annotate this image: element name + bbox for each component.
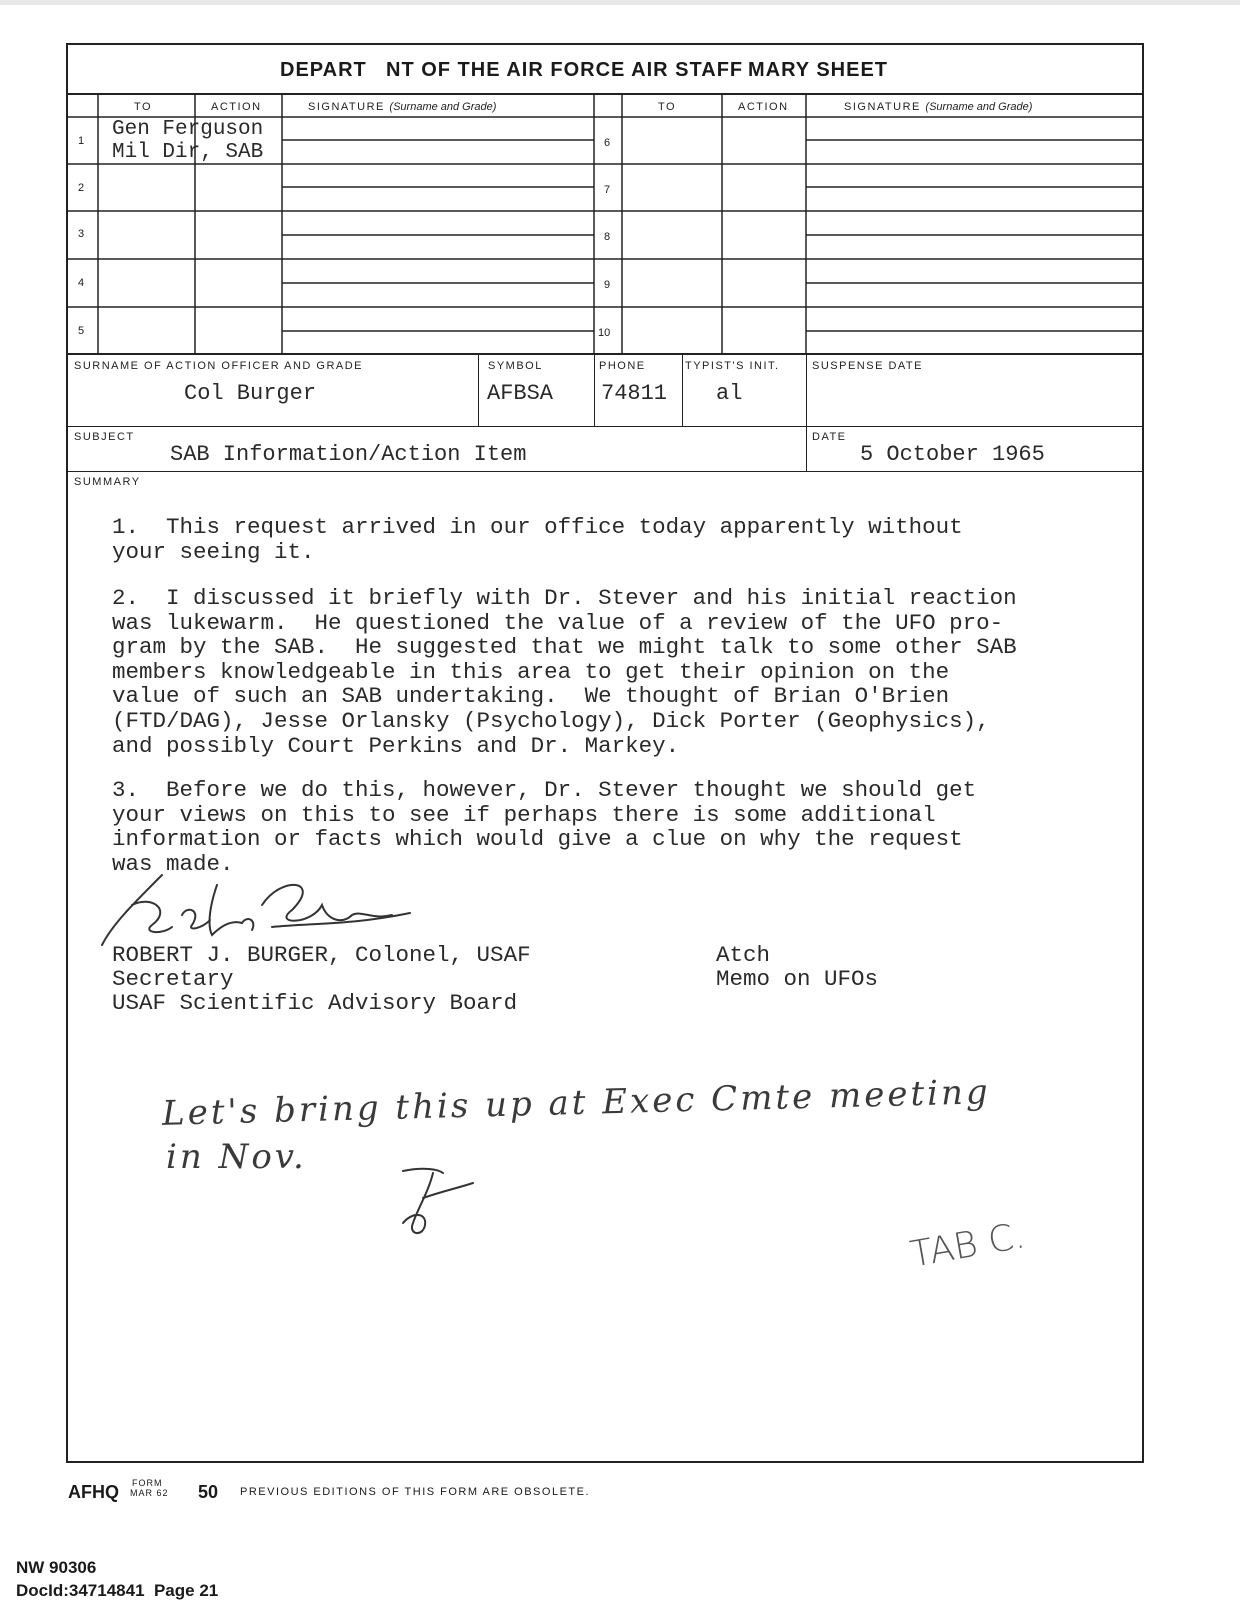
signature-label: SIGNATURE — [308, 101, 385, 113]
symbol-divider — [478, 355, 479, 427]
subject-value: SAB Information/Action Item — [170, 442, 527, 467]
col-header-signature-right — [844, 101, 1032, 113]
row-number: 3 — [78, 228, 85, 240]
signature-label: SIGNATURE — [844, 101, 921, 113]
col-header-action-right: ACTION — [738, 101, 789, 113]
tab-c-note: TAB C. — [907, 1215, 1029, 1276]
row-number: 8 — [604, 231, 611, 243]
signer-org: USAF Scientific Advisory Board — [112, 990, 518, 1016]
phone-label: PHONE — [599, 360, 646, 372]
handwritten-note-line-1: Let's bring this up at Exec Cmte meeting — [161, 1072, 992, 1134]
attachment-value: Memo on UFOs — [716, 966, 879, 992]
date-divider — [806, 427, 807, 472]
signer-title: Secretary — [112, 966, 234, 992]
row-number: 10 — [598, 327, 611, 339]
form-title-part-1: DEPART — [280, 59, 367, 81]
col-header-to-left: TO — [134, 101, 153, 113]
form-date: MAR 62 — [130, 1488, 169, 1498]
row-number: 6 — [604, 137, 611, 149]
form-title-part-3: MARY SHEET — [748, 59, 889, 81]
form-number: 50 — [198, 1482, 219, 1502]
symbol-value: AFBSA — [487, 381, 554, 406]
attachment-label: Atch — [716, 942, 771, 968]
signer-name: ROBERT J. BURGER, Colonel, USAF — [112, 942, 531, 968]
surname-value: Col Burger — [184, 381, 317, 406]
col-header-action-left: ACTION — [211, 101, 262, 113]
date-label: DATE — [812, 431, 847, 443]
row-number: 5 — [78, 325, 85, 337]
scan-top-edge — [0, 0, 1240, 5]
suspense-divider — [806, 355, 807, 427]
surname-label: SURNAME OF ACTION OFFICER AND GRADE — [74, 360, 364, 372]
subject-label: SUBJECT — [74, 431, 135, 443]
row-number: 2 — [78, 182, 85, 194]
summary-paragraph-2: 2. I discussed it briefly with Dr. Stever and his initial reaction was lukewarm. He questioned the value of a review of the UFO pro- gram by the SAB. He suggested that we might talk to some other SAB members knowledgeable in this area to get their opinion on the value of such an SAB undertaking. We thought of Brian O'Brien (FTD/DAG), Jesse Orlansky (Psychology), Dick Porter (Geophysics), and possibly Court Perkins and Dr. Markey. — [112, 585, 1017, 759]
typist-label: TYPIST'S INIT. — [685, 360, 780, 372]
obsolete-note: PREVIOUS EDITIONS OF THIS FORM ARE OBSOLETE. — [240, 1486, 591, 1498]
handwritten-note-line-2: in Nov. — [166, 1137, 307, 1177]
suspense-label: SUSPENSE DATE — [812, 360, 923, 372]
col-header-to-right: TO — [658, 101, 677, 113]
typist-divider — [682, 355, 683, 427]
summary-sheet-form — [66, 43, 1144, 1463]
col-header-signature-left — [308, 101, 496, 113]
form-title-part-2: NT OF THE AIR FORCE AIR STAFF — [386, 59, 744, 81]
symbol-label: SYMBOL — [488, 360, 543, 372]
typist-value: al — [716, 381, 743, 406]
row-number: 1 — [78, 135, 85, 147]
row-number: 7 — [604, 184, 611, 196]
date-value: 5 October 1965 — [860, 442, 1045, 467]
routing-to-line-1: Gen Ferguson — [112, 118, 264, 141]
phone-divider — [594, 355, 595, 427]
row-number: 4 — [78, 277, 85, 289]
form-number-footer — [68, 1478, 768, 1508]
summary-paragraph-3: 3. Before we do this, however, Dr. Stever thought we should get your views on this to see if perhaps there is some additional information or facts which would give a clue on why the request was made. — [112, 777, 977, 877]
form-prefix: AFHQ — [68, 1482, 119, 1502]
handwritten-initial — [393, 1163, 483, 1243]
row-number: 9 — [604, 279, 611, 291]
form-title — [68, 45, 1142, 95]
doc-page-id: DocId:34714841 Page 21 — [16, 1581, 219, 1600]
nw-id: NW 90306 — [16, 1558, 97, 1577]
signature-note: (Surname and Grade) — [389, 101, 497, 113]
summary-label: SUMMARY — [74, 476, 141, 488]
summary-paragraph-1: 1. This request arrived in our office today apparently without your seeing it. — [112, 514, 963, 565]
form-word: FORM — [132, 1478, 163, 1488]
routing-to-line-2: Mil Dir, SAB — [112, 141, 264, 164]
phone-value: 74811 — [601, 381, 668, 406]
signature-note: (Surname and Grade) — [925, 101, 1033, 113]
